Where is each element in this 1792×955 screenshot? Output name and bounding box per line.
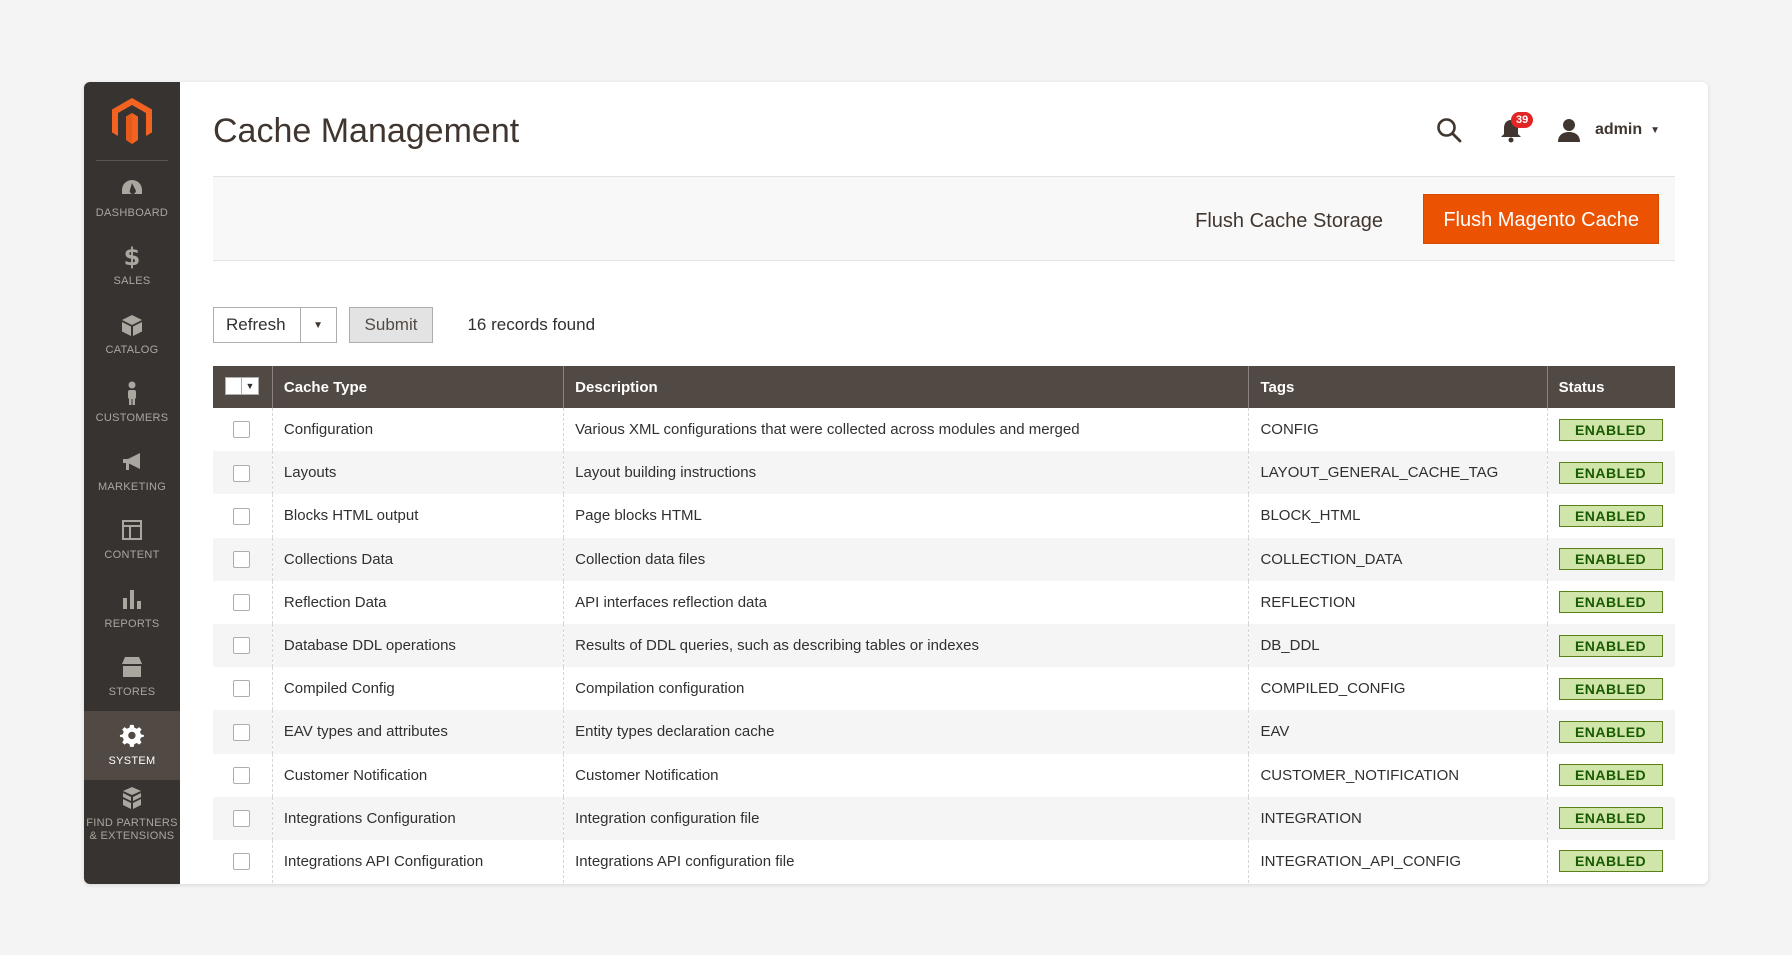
table-row[interactable] <box>213 710 1675 753</box>
sidebar-item-find-partners[interactable] <box>84 780 180 849</box>
tags-cell: EAV <box>1249 710 1547 753</box>
sidebar-item-label: SYSTEM <box>108 754 156 767</box>
cache-type-cell: EAV types and attributes <box>272 710 563 753</box>
sidebar-item-system[interactable] <box>84 711 180 780</box>
mass-select-checkbox[interactable] <box>225 377 259 395</box>
row-checkbox-cell <box>213 754 272 797</box>
sidebar <box>84 82 180 884</box>
mass-action-row <box>213 307 595 343</box>
status-cell <box>1547 667 1675 710</box>
description-cell: Integrations API configuration file <box>564 840 1249 883</box>
tags-cell: COMPILED_CONFIG <box>1249 667 1547 710</box>
description-cell: Page blocks HTML <box>564 494 1249 537</box>
sidebar-item-reports[interactable] <box>84 574 180 643</box>
status-cell <box>1547 754 1675 797</box>
cache-type-cell: Compiled Config <box>272 667 563 710</box>
table-header-row <box>213 366 1675 408</box>
svg-text:$: $ <box>123 243 141 270</box>
sidebar-item-dashboard[interactable] <box>84 163 180 232</box>
description-cell: Collection data files <box>564 538 1249 581</box>
sidebar-item-catalog[interactable] <box>84 300 180 369</box>
row-checkbox[interactable] <box>233 680 250 697</box>
row-checkbox-cell <box>213 797 272 840</box>
box-icon <box>119 312 145 338</box>
tags-cell: LAYOUT_GENERAL_CACHE_TAG <box>1249 451 1547 494</box>
status-badge: ENABLED <box>1559 548 1663 570</box>
status-cell <box>1547 494 1675 537</box>
tags-cell: DB_DDL <box>1249 624 1547 667</box>
table-row[interactable] <box>213 451 1675 494</box>
cache-types-table <box>213 366 1675 883</box>
sidebar-item-marketing[interactable] <box>84 437 180 506</box>
status-cell <box>1547 797 1675 840</box>
cache-type-cell: Collections Data <box>272 538 563 581</box>
status-badge: ENABLED <box>1559 721 1663 743</box>
row-checkbox[interactable] <box>233 767 250 784</box>
page-actions-bar <box>213 176 1675 261</box>
column-header-description[interactable]: Description <box>564 366 1249 408</box>
tags-cell: INTEGRATION_API_CONFIG <box>1249 840 1547 883</box>
sidebar-item-label: STORES <box>108 686 156 699</box>
row-checkbox[interactable] <box>233 421 250 438</box>
row-checkbox-cell <box>213 538 272 581</box>
admin-user-menu[interactable] <box>1595 121 1660 139</box>
status-badge: ENABLED <box>1559 419 1663 441</box>
page-title: Cache Management <box>213 112 520 150</box>
cache-type-cell: Integrations Configuration <box>272 797 563 840</box>
row-checkbox[interactable] <box>233 637 250 654</box>
sidebar-item-label: CATALOG <box>105 343 159 356</box>
gear-icon <box>119 723 145 749</box>
chevron-down-icon[interactable]: ▼ <box>300 308 336 342</box>
notifications-button[interactable] <box>1497 114 1529 144</box>
status-badge: ENABLED <box>1559 462 1663 484</box>
sidebar-item-label: MARKETING <box>97 480 167 493</box>
status-cell <box>1547 624 1675 667</box>
status-badge: ENABLED <box>1559 635 1663 657</box>
column-header-status[interactable]: Status <box>1547 366 1675 408</box>
admin-username: admin <box>1594 121 1643 138</box>
search-icon[interactable] <box>1435 116 1463 144</box>
tags-cell: COLLECTION_DATA <box>1249 538 1547 581</box>
flush-cache-storage-button[interactable]: Flush Cache Storage <box>1195 210 1383 232</box>
mass-action-select[interactable] <box>213 307 337 343</box>
tags-cell: CONFIG <box>1249 408 1547 451</box>
storefront-icon <box>119 654 145 680</box>
sidebar-item-label: CUSTOMERS <box>95 412 169 425</box>
cache-type-cell: Database DDL operations <box>272 624 563 667</box>
description-cell: Integration configuration file <box>564 797 1249 840</box>
table-row[interactable] <box>213 754 1675 797</box>
row-checkbox[interactable] <box>233 551 250 568</box>
select-all-checkbox[interactable] <box>226 378 242 394</box>
row-checkbox-cell <box>213 408 272 451</box>
records-count: 16 records found <box>467 315 596 334</box>
main-content <box>180 82 1708 884</box>
row-checkbox[interactable] <box>233 594 250 611</box>
row-checkbox-cell <box>213 451 272 494</box>
row-checkbox-cell <box>213 624 272 667</box>
sidebar-item-label: FIND PARTNERS & EXTENSIONS <box>86 816 178 842</box>
description-cell: Various XML configurations that were collected across modules and merged <box>564 408 1249 451</box>
layout-icon <box>119 517 145 543</box>
row-checkbox[interactable] <box>233 508 250 525</box>
tags-cell: CUSTOMER_NOTIFICATION <box>1249 754 1547 797</box>
table-row[interactable] <box>213 538 1675 581</box>
dollar-icon <box>119 243 145 269</box>
status-badge: ENABLED <box>1559 764 1663 786</box>
sidebar-nav <box>84 163 180 848</box>
status-badge: ENABLED <box>1559 591 1663 613</box>
cache-type-cell: Integrations API Configuration <box>272 840 563 883</box>
row-checkbox-cell <box>213 494 272 537</box>
status-cell <box>1547 581 1675 624</box>
tags-cell: BLOCK_HTML <box>1249 494 1547 537</box>
sidebar-item-label: SALES <box>113 275 151 288</box>
description-cell: API interfaces reflection data <box>564 581 1249 624</box>
chevron-down-icon[interactable]: ▼ <box>245 380 255 391</box>
mass-action-selected: Refresh <box>226 315 286 334</box>
status-cell <box>1547 451 1675 494</box>
table-row[interactable] <box>213 581 1675 624</box>
sidebar-item-label: CONTENT <box>104 549 160 562</box>
table-body <box>213 408 1675 883</box>
description-cell: Entity types declaration cache <box>564 710 1249 753</box>
sidebar-item-customers[interactable] <box>84 369 180 438</box>
description-cell: Layout building instructions <box>564 451 1249 494</box>
status-cell <box>1547 840 1675 883</box>
sidebar-item-stores[interactable] <box>84 643 180 712</box>
column-header-cache-type[interactable]: Cache Type <box>272 366 563 408</box>
status-badge: ENABLED <box>1559 505 1663 527</box>
table-row[interactable] <box>213 624 1675 667</box>
notification-count-badge: 39 <box>1511 112 1533 128</box>
dashboard-icon <box>119 175 145 201</box>
boxes-icon <box>119 785 145 811</box>
row-checkbox[interactable] <box>233 724 250 741</box>
status-badge: ENABLED <box>1559 678 1663 700</box>
table-row[interactable] <box>213 408 1675 451</box>
chevron-down-icon: ▼ <box>1650 124 1660 136</box>
row-checkbox[interactable] <box>233 810 250 827</box>
status-cell <box>1547 408 1675 451</box>
logo-divider <box>96 160 168 161</box>
description-cell: Compilation configuration <box>564 667 1249 710</box>
cache-type-cell: Reflection Data <box>272 581 563 624</box>
sidebar-item-sales[interactable] <box>84 232 180 301</box>
row-checkbox-cell <box>213 710 272 753</box>
description-cell: Results of DDL queries, such as describing tables or indexes <box>564 624 1249 667</box>
cache-type-cell: Blocks HTML output <box>272 494 563 537</box>
row-checkbox-cell <box>213 581 272 624</box>
row-checkbox-cell <box>213 840 272 883</box>
table-row[interactable] <box>213 494 1675 537</box>
row-checkbox-cell <box>213 667 272 710</box>
status-cell <box>1547 710 1675 753</box>
mass-select-header <box>213 366 272 408</box>
header-actions <box>1435 110 1660 150</box>
table-row[interactable] <box>213 840 1675 883</box>
megaphone-icon <box>119 449 145 475</box>
table-row[interactable] <box>213 797 1675 840</box>
tags-cell: REFLECTION <box>1249 581 1547 624</box>
table-row[interactable] <box>213 667 1675 710</box>
description-cell: Customer Notification <box>564 754 1249 797</box>
admin-window <box>84 82 1708 884</box>
tags-cell: INTEGRATION <box>1249 797 1547 840</box>
column-header-tags[interactable]: Tags <box>1249 366 1547 408</box>
sidebar-item-label: REPORTS <box>104 617 160 630</box>
submit-button[interactable]: Submit <box>349 307 434 343</box>
status-cell <box>1547 538 1675 581</box>
flush-magento-cache-button[interactable]: Flush Magento Cache <box>1423 194 1659 244</box>
sidebar-item-content[interactable] <box>84 506 180 575</box>
cache-type-cell: Layouts <box>272 451 563 494</box>
cache-type-cell: Customer Notification <box>272 754 563 797</box>
status-badge: ENABLED <box>1559 850 1663 872</box>
bar-chart-icon <box>119 586 145 612</box>
status-badge: ENABLED <box>1559 807 1663 829</box>
magento-logo-icon[interactable] <box>110 96 154 146</box>
row-checkbox[interactable] <box>233 853 250 870</box>
cache-type-cell: Configuration <box>272 408 563 451</box>
row-checkbox[interactable] <box>233 465 250 482</box>
person-icon <box>119 380 145 406</box>
user-icon[interactable] <box>1555 116 1583 144</box>
sidebar-item-label: DASHBOARD <box>95 206 169 219</box>
